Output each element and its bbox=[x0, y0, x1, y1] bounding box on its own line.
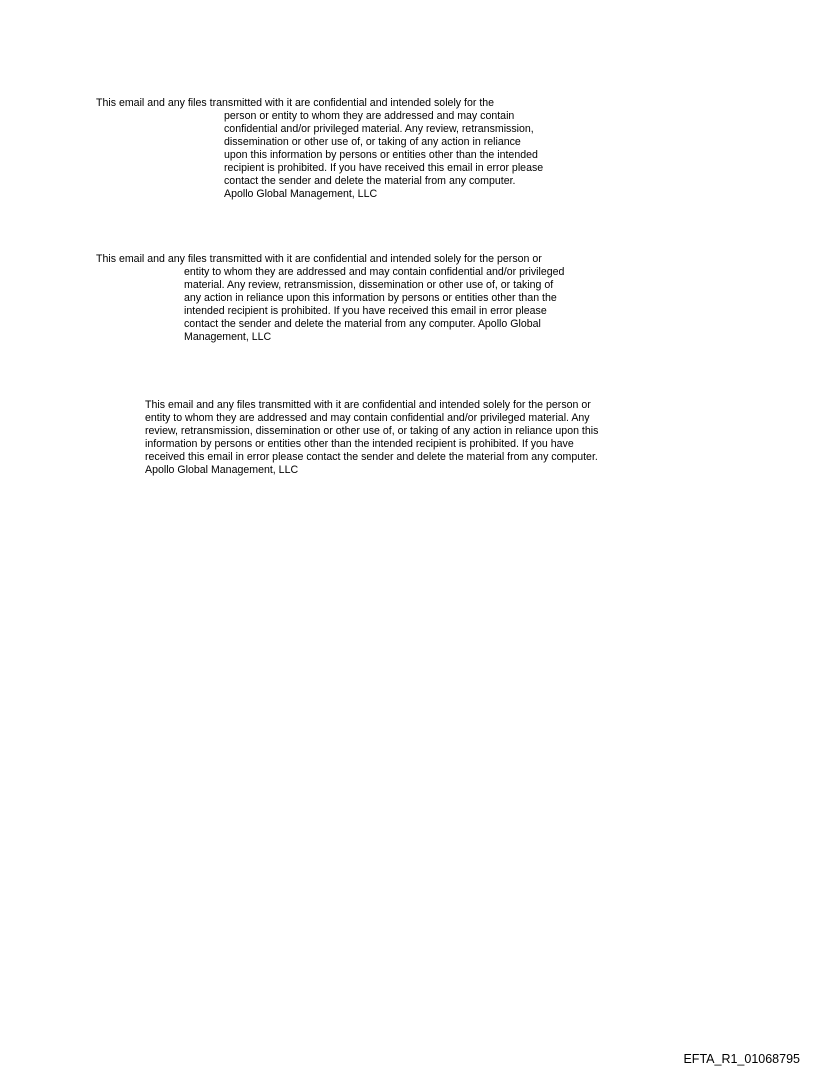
disclaimer-2-line-6: contact the sender and delete the material from any computer. Apollo Global bbox=[184, 318, 541, 330]
disclaimer-1-line-1: This email and any files transmitted with it are confidential and intended solely for the bbox=[96, 97, 495, 109]
disclaimer-2-line-3: material. Any review, retransmission, dissemination or other use of, or taking of bbox=[184, 279, 554, 291]
disclaimer-3-line-3: review, retransmission, dissemination or other use of, or taking of any action in reliance upon this bbox=[145, 425, 599, 437]
disclaimer-2-line-4: any action in reliance upon this information by persons or entities other than the bbox=[184, 292, 557, 304]
disclaimer-1-line-3: confidential and/or privileged material. Any review, retransmission, bbox=[224, 123, 534, 135]
disclaimer-2-line-2: entity to whom they are addressed and may contain confidential and/or privileged bbox=[184, 266, 565, 278]
disclaimer-2-line-7: Management, LLC bbox=[184, 331, 272, 343]
disclaimer-1-line-4: dissemination or other use of, or taking of any action in reliance bbox=[224, 136, 521, 148]
document-id: EFTA_R1_01068795 bbox=[683, 1052, 800, 1066]
disclaimer-3-line-5: received this email in error please contact the sender and delete the material from any computer. bbox=[145, 451, 598, 463]
disclaimer-2-line-5: intended recipient is prohibited. If you have received this email in error please bbox=[184, 305, 547, 317]
disclaimer-3-line-1: This email and any files transmitted with it are confidential and intended solely for the person or bbox=[145, 399, 591, 411]
disclaimer-3-line-2: entity to whom they are addressed and may contain confidential and/or privileged material. Any bbox=[145, 412, 590, 424]
disclaimer-1-line-6: recipient is prohibited. If you have received this email in error please bbox=[224, 162, 544, 174]
disclaimer-3-line-6: Apollo Global Management, LLC bbox=[145, 464, 299, 476]
disclaimer-1-line-2: person or entity to whom they are addressed and may contain bbox=[224, 110, 515, 122]
disclaimer-1-line-5: upon this information by persons or entities other than the intended bbox=[224, 149, 538, 161]
disclaimer-1-line-7: contact the sender and delete the material from any computer. bbox=[224, 175, 516, 187]
disclaimer-2-line-1: This email and any files transmitted with it are confidential and intended solely for the person or bbox=[96, 253, 542, 265]
disclaimer-1-line-8: Apollo Global Management, LLC bbox=[224, 188, 378, 200]
disclaimer-3-line-4: information by persons or entities other than the intended recipient is prohibited. If you have bbox=[145, 438, 574, 450]
